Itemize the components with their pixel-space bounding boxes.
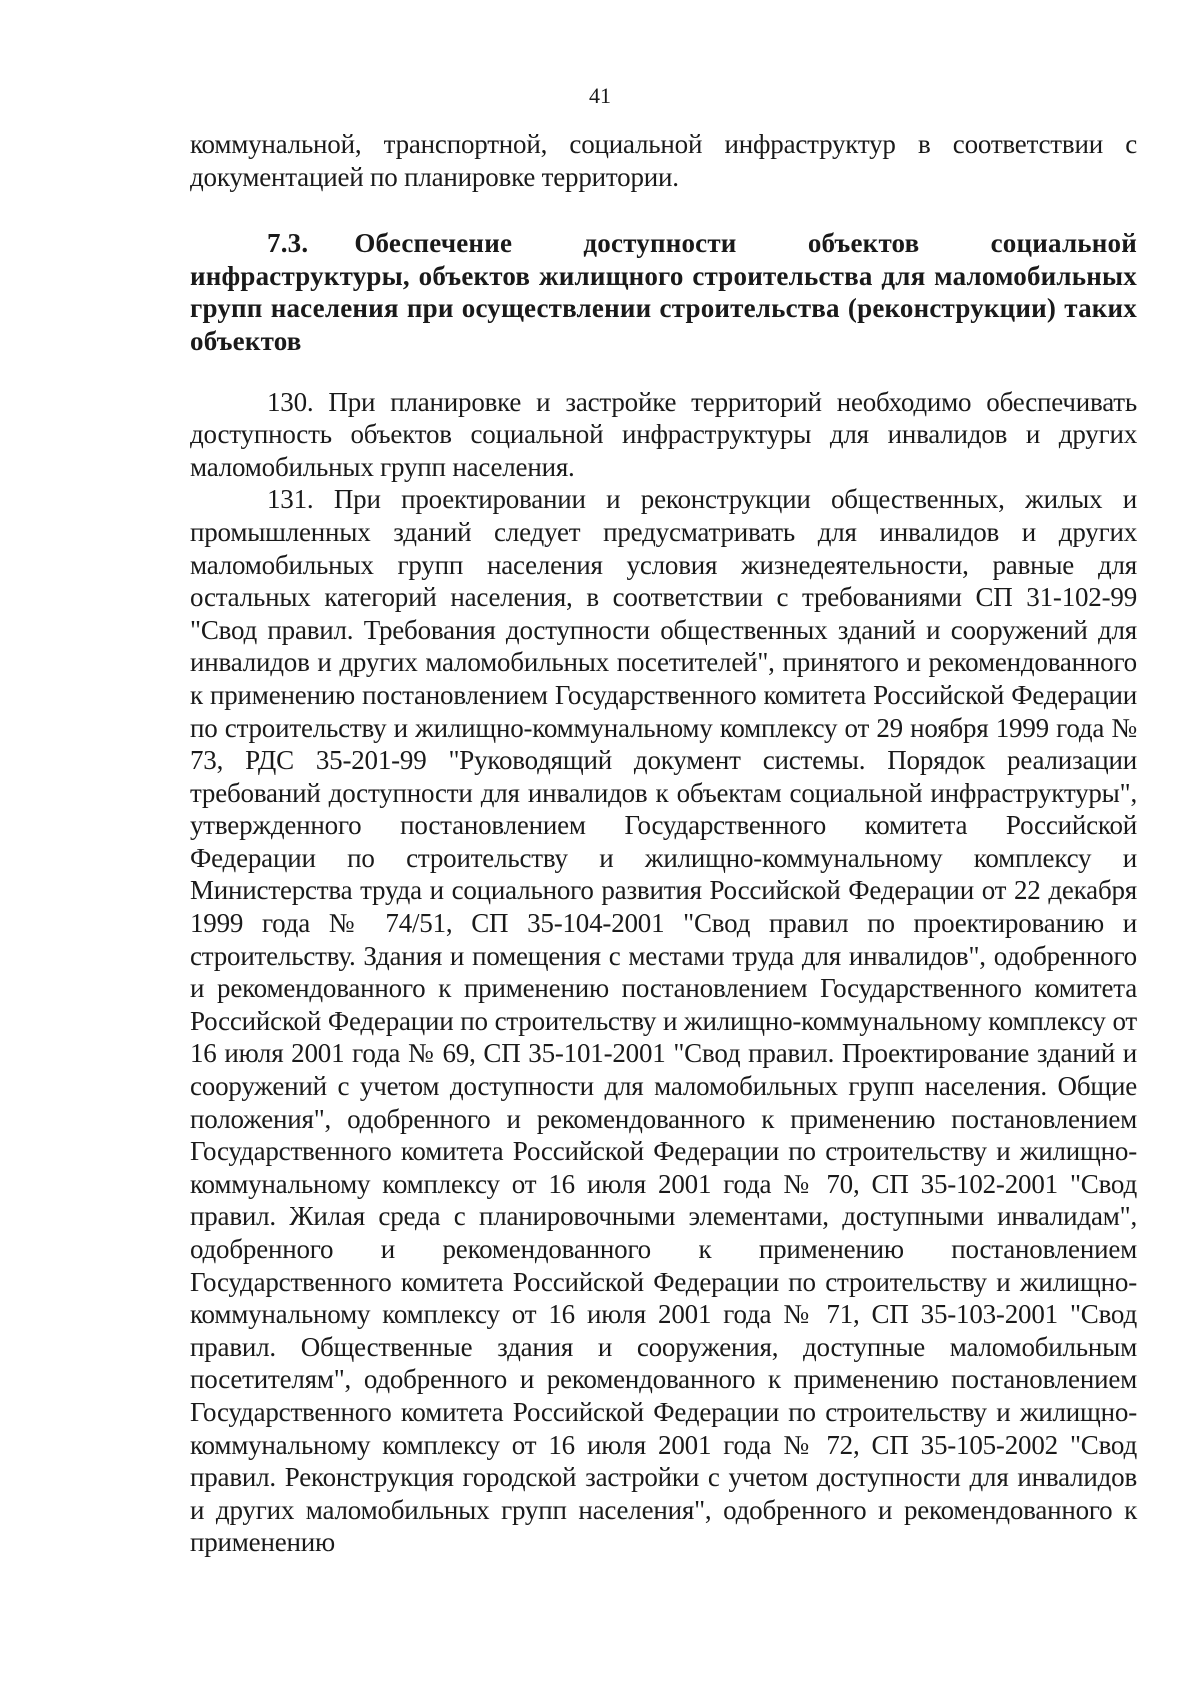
section-title: Обеспечение доступности объектов социальной инфраструктуры, объектов жилищного строительства для маломобильных групп населения при осуществлении строительства (реконструкции) таких объектов (190, 228, 1137, 356)
section-number: 7.3. (267, 228, 309, 259)
page-number: 41 (589, 83, 611, 108)
section-heading (190, 227, 1137, 357)
paragraph-130: 130. При планировке и застройке территорий необходимо обеспечивать доступность объектов социальной инфраструктуры для инвалидов и других маломобильных групп населения. (190, 386, 1137, 482)
intro-paragraph: коммунальной, транспортной, социальной инфраструктур в соответствии с документацией по планировке территории. (190, 129, 1137, 192)
paragraph-131: 131. При проектировании и реконструкции общественных, жилых и промышленных зданий следует предусматривать для инвалидов и других маломобильных групп населения условия жизнедеятельности, равные для остальных категорий населения, в соответствии с требованиями СП 31-102-99 "Свод правил. Требования доступности общественных зданий и сооружений для инвалидов и других маломобильных посетителей", принятого и рекомендованного к применению постановлением Государственного комитета Российской Федерации по строительству и жилищно-коммунальному комплексу от 29 ноября 1999 года № 73, РДС 35-201-99 "Руководящий документ системы. Порядок реализации требований доступности для инвалидов к объектам социальной инфраструктуры", утвержденного постановлением Государственного комитета Российской Федерации по строительству и жилищно-коммунальному комплексу и Министерства труда и социального развития Российской Федерации от 22 декабря 1999 года № 74/51, СП 35-104-2001 "Свод правил по проектированию и строительству. Здания и помещения с местами труда для инвалидов", одобренного и рекомендованного к применению постановлением Государственного комитета Российской Федерации по строительству и жилищно-коммунальному комплексу от 16 июля 2001 года № 69, СП 35-101-2001 "Свод правил. Проектирование зданий и сооружений с учетом доступности для маломобильных групп населения. Общие положения", одобренного и рекомендованного к применению постановлением Государственного комитета Российской Федерации по строительству и жилищно-коммунальному комплексу от 16 июля 2001 года № 70, СП 35-102-2001 "Свод правил. Жилая среда с планировочными элементами, доступными инвалидам", одобренного и рекомендованного к применению постановлением Государственного комитета Российской Федерации по строительству и жилищно-коммунальному комплексу от 16 июля 2001 года № 71, СП 35-103-2001 "Свод правил. Общественные здания и сооружения, доступные маломобильным посетителям", одобренного и рекомендованного к применению постановлением Государственного комитета Российской Федерации по строительству и жилищно-коммунальному комплексу от 16 июля 2001 года № 72, СП 35-105-2002 "Свод правил. Реконструкция городской застройки с учетом доступности для инвалидов и других маломобильных групп населения", одобренного и рекомендованного к применению (190, 484, 1137, 1558)
document-body (190, 128, 1137, 1559)
